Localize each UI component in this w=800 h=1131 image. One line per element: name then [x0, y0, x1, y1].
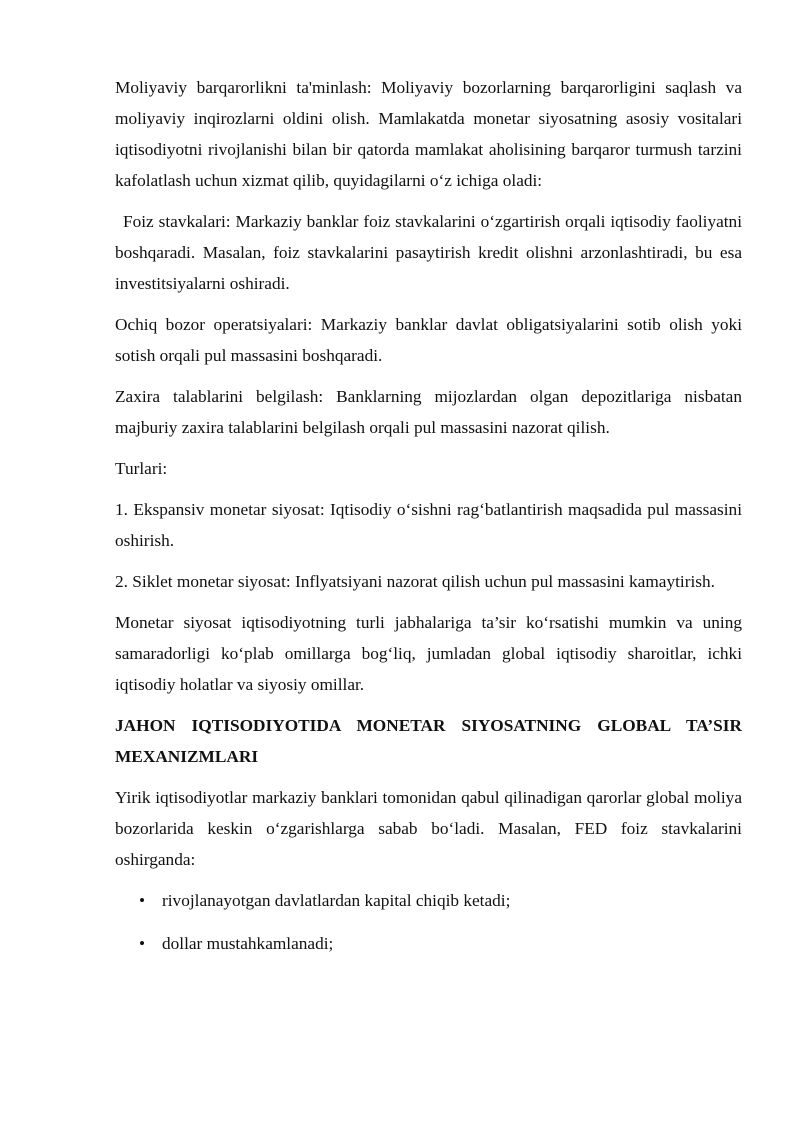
paragraph-types-label: Turlari: — [115, 459, 168, 478]
document-page — [115, 72, 742, 971]
paragraph-reserve-requirements: Zaxira talablarini belgilash: Banklarning mijozlardan olgan depozitlariga nisbatan majburiy zaxira talablarini belgilash orqali pul massasini nazorat qilish. — [115, 387, 742, 437]
bullet-list — [115, 885, 742, 959]
paragraph-contractionary-policy: 2. Siklet monetar siyosat: Inflyatsiyani nazorat qilish uchun pul massasini kamaytirish. — [115, 572, 715, 591]
paragraph-fed-intro: Yirik iqtisodiyotlar markaziy banklari tomonidan qabul qilinadigan qarorlar global moliya bozorlarida keskin o‘zgarishlarga sabab bo‘ladi. Masalan, FED foiz stavkalarini oshirganda: — [115, 788, 742, 869]
paragraph-open-market-operations: Ochiq bozor operatsiyalari: Markaziy banklar davlat obligatsiyalarini sotib olish yoki sotish orqali pul massasini boshqaradi. — [115, 315, 742, 365]
paragraph-interest-rates: Foiz stavkalari: Markaziy banklar foiz stavkalarini o‘zgartirish orqali iqtisodiy faoliyatni boshqaradi. Masalan, foiz stavkalarini pasaytirish kredit olishni arzonlashtiradi, bu esa investitsiyalarni oshiradi. — [115, 212, 742, 293]
paragraph-expansionary-policy: 1. Ekspansiv monetar siyosat: Iqtisodiy o‘sishni rag‘batlantirish maqsadida pul massasini oshirish. — [115, 500, 742, 550]
bullet-icon: • — [139, 891, 146, 910]
list-item-text: dollar mustahkamlanadi; — [162, 934, 334, 953]
section-heading: JAHON IQTISODIYOTIDA MONETAR SIYOSATNING GLOBAL TA’SIR MEXANIZMLARI — [115, 716, 742, 766]
list-item — [115, 928, 742, 959]
paragraph-policy-effects: Monetar siyosat iqtisodiyotning turli jabhalariga ta’sir ko‘rsatishi mumkin va uning samaradorligi ko‘plab omillarga bog‘liq, jumladan global iqtisodiy sharoitlar, ichki iqtisodiy holatlar va siyosiy omillar. — [115, 613, 742, 694]
paragraph-financial-stability: Moliyaviy barqarorlikni ta'minlash: Moliyaviy bozorlarning barqarorligini saqlash va moliyaviy inqirozlarni oldini olish. Mamlakatda monetar siyosatning asosiy vositalari iqtisodiyotni rivojlanishi bilan bir qatorda mamlakat aholisining barqaror turmush tarzini kafolatlash uchun xizmat qilib, quyidagilarni o‘z ichiga oladi: — [115, 78, 742, 190]
bullet-icon: • — [139, 934, 146, 953]
list-item-text: rivojlanayotgan davlatlardan kapital chiqib ketadi; — [162, 891, 511, 910]
list-item — [115, 885, 742, 916]
